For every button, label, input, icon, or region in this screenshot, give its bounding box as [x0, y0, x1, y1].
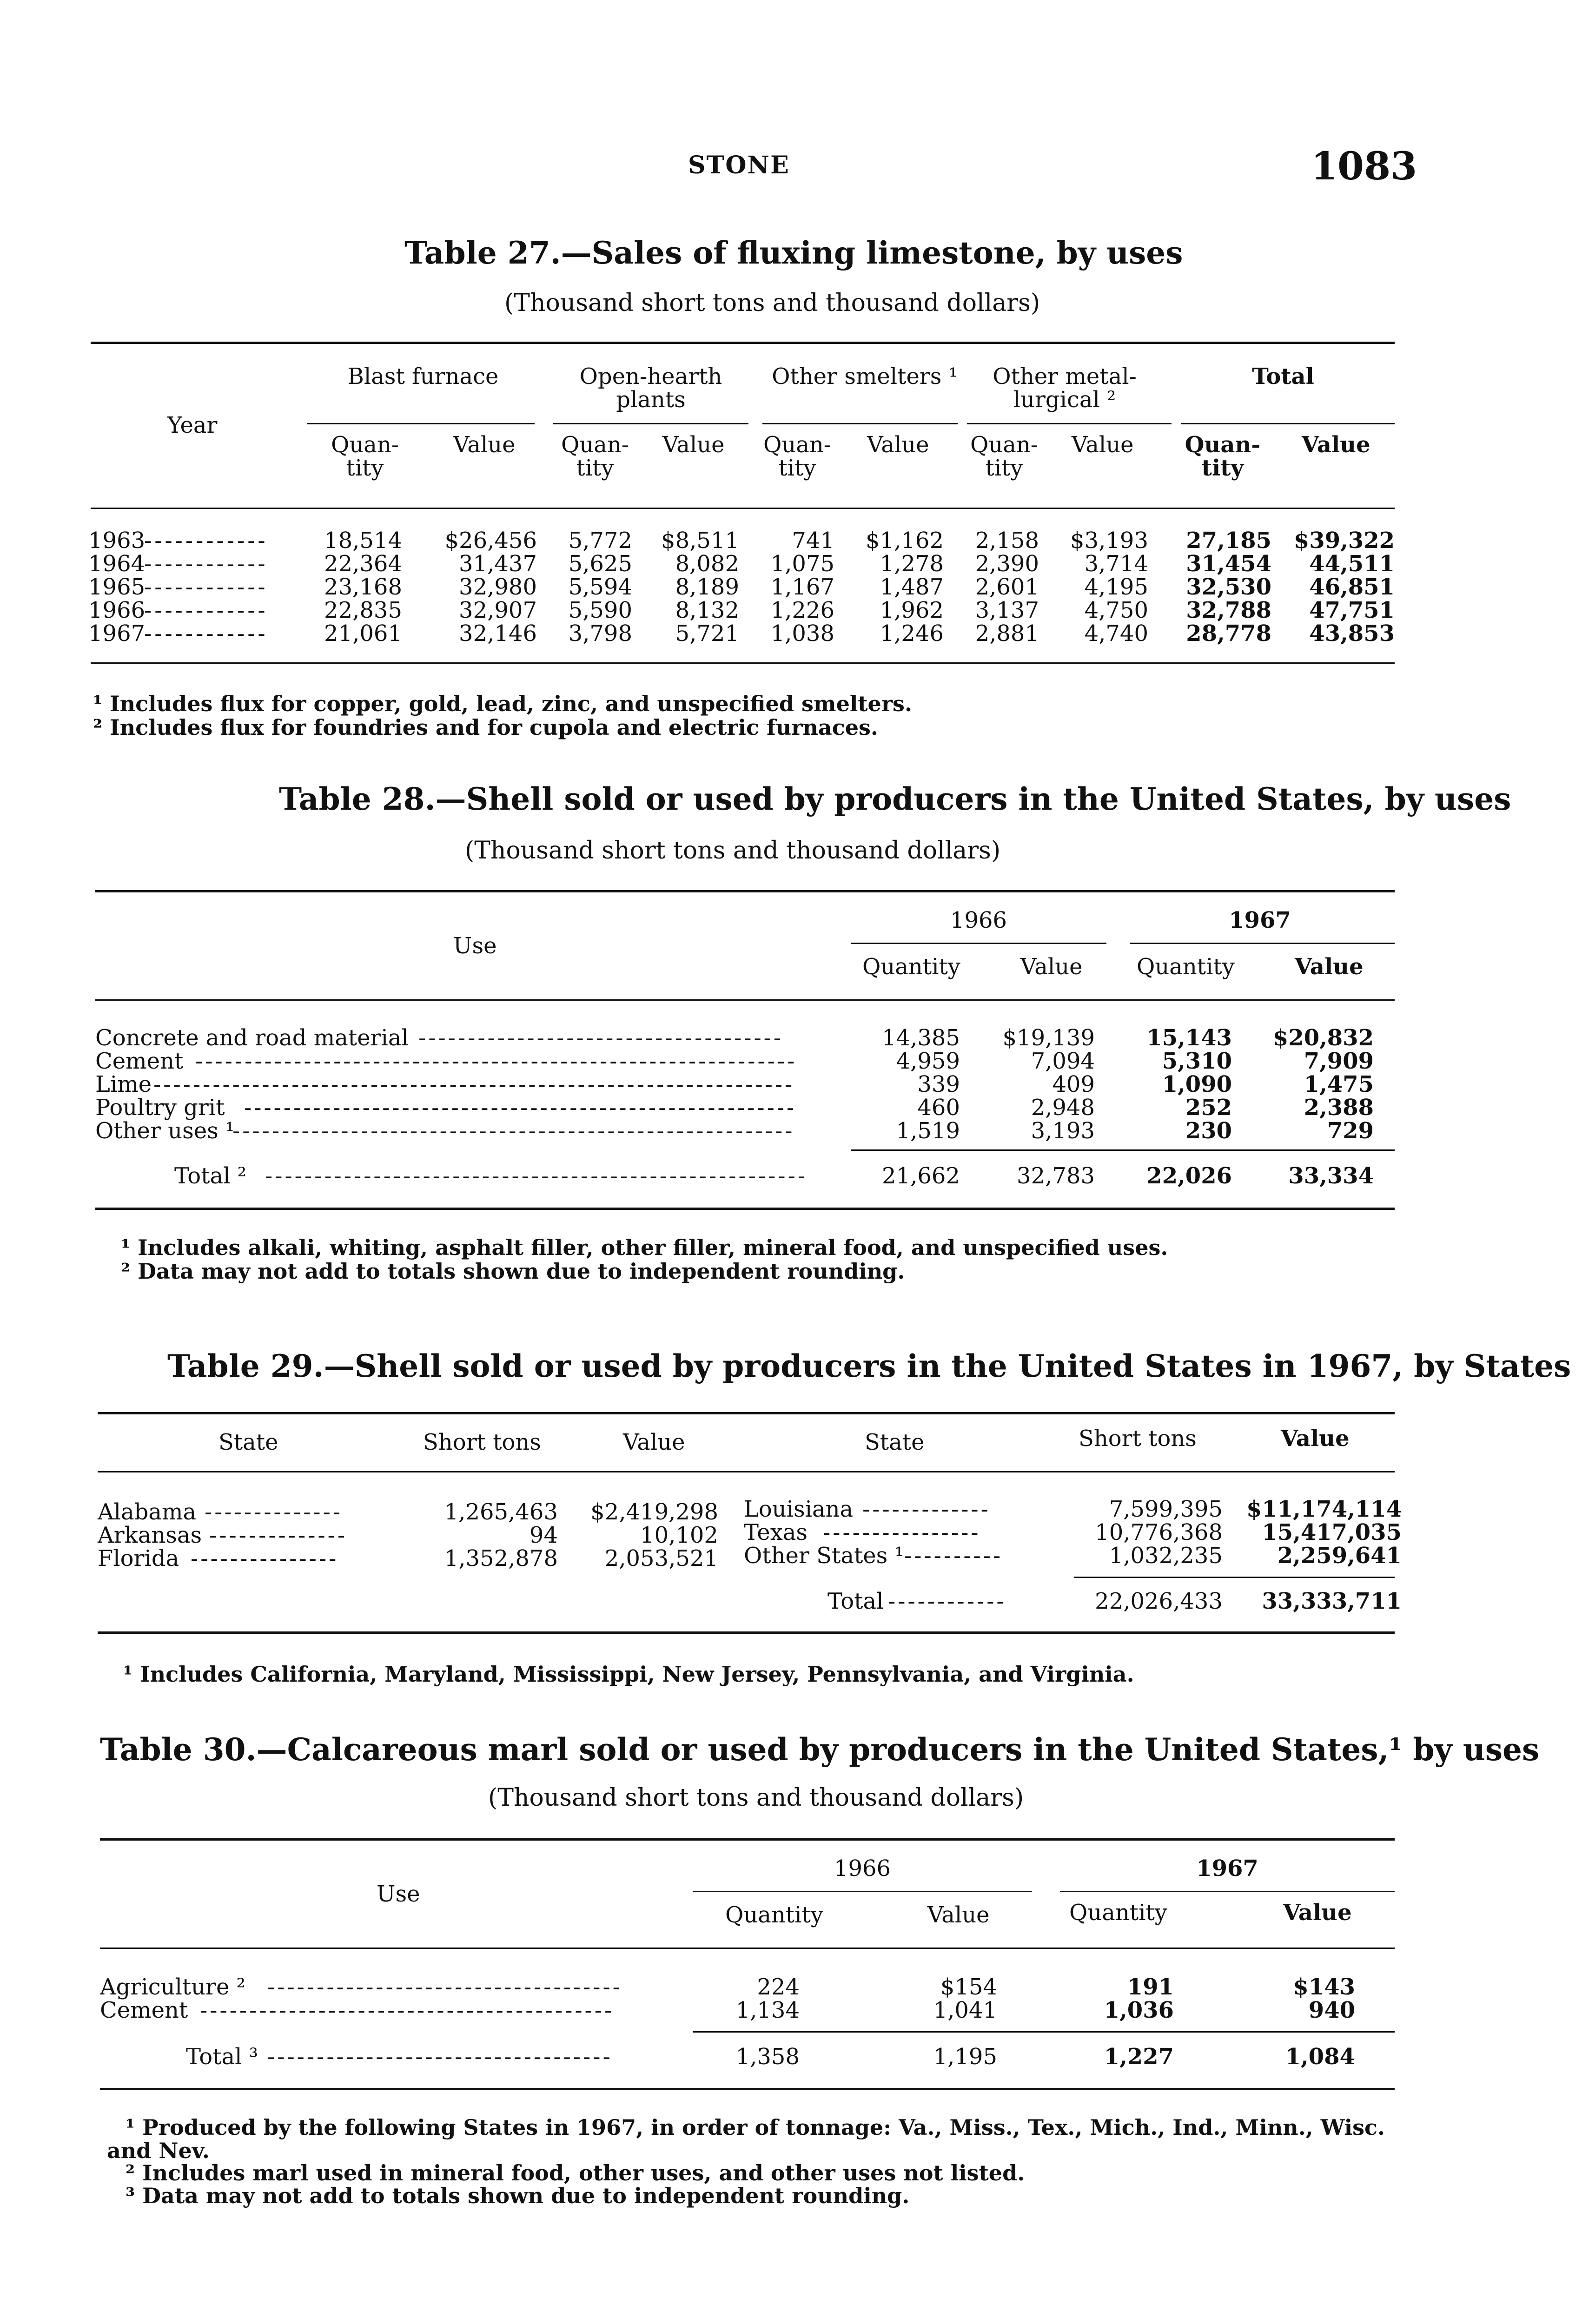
col-header: State: [218, 1429, 278, 1455]
group-rule: [1181, 423, 1395, 424]
leader: ------------: [144, 574, 268, 600]
year-cell: 1966: [88, 597, 146, 623]
leader: -------------------------------------------------------------: [195, 1048, 797, 1074]
leader: ------------: [144, 528, 268, 554]
table-cell: 2,881: [975, 621, 1039, 647]
table-cell: 7,599,395: [1109, 1496, 1223, 1522]
sub-header-value: Value: [1283, 1900, 1352, 1926]
table-cell: 2,390: [975, 551, 1039, 577]
table-cell: 4,959: [896, 1048, 960, 1074]
table-cell: 1,962: [880, 597, 944, 623]
table-cell: 1,032,235: [1109, 1543, 1223, 1569]
col-header-use: Use: [377, 1881, 420, 1907]
rule: [95, 1208, 1395, 1210]
table-cell: 224: [757, 1974, 800, 2000]
table-cell: $1,162: [866, 528, 944, 554]
table-cell: 15,417,035: [1262, 1519, 1402, 1545]
table-cell: 14,385: [882, 1025, 960, 1051]
table-cell: 460: [917, 1095, 960, 1121]
leader: ------------: [144, 621, 268, 647]
table-cell: 1,246: [880, 621, 944, 647]
table-cell: 31,454: [1186, 551, 1271, 577]
year-header: 1967: [1196, 1855, 1258, 1882]
group-header: Total: [1252, 363, 1314, 390]
table-cell: 4,195: [1084, 574, 1148, 600]
table-cell: 5,590: [568, 597, 632, 623]
group-rule: [851, 943, 1106, 944]
rule: [98, 1412, 1395, 1414]
table-cell: 47,751: [1309, 597, 1395, 623]
rule: [851, 1149, 1395, 1151]
sub-header-value: Value: [1072, 432, 1134, 458]
year-cell: 1963: [88, 528, 146, 554]
leader: -----------------------------------: [267, 2044, 613, 2070]
table-cell: 5,721: [675, 621, 739, 647]
footnote: and Nev.: [107, 2138, 210, 2163]
table-cell: 28,778: [1186, 621, 1271, 647]
leader: ------------: [144, 551, 268, 577]
group-rule: [553, 423, 748, 424]
rule: [91, 662, 1395, 664]
table-cell: 339: [917, 1071, 960, 1097]
leader: ----------: [904, 1543, 1003, 1569]
table-cell: 44,511: [1309, 551, 1395, 577]
table-cell: 4,740: [1084, 621, 1148, 647]
table-cell: 1,358: [735, 2044, 800, 2070]
table-cell: 3,137: [975, 597, 1039, 623]
group-header: Open-hearth plants: [579, 363, 722, 413]
table-cell: 2,053,521: [604, 1545, 718, 1571]
table-cell: 7,094: [1031, 1048, 1095, 1074]
table-cell: 46,851: [1309, 574, 1395, 600]
state-label: Other States ¹: [744, 1543, 904, 1569]
col-header: Value: [1281, 1426, 1350, 1452]
footnote: ¹ Produced by the following States in 1967, in order of tonnage: Va., Miss., Tex., Mich., Ind., Minn., Wisc.: [126, 2115, 1385, 2140]
state-label: Louisiana: [744, 1496, 854, 1522]
table-cell: 31,437: [459, 551, 537, 577]
year-cell: 1967: [88, 621, 146, 647]
leader: ------------------------------------------: [200, 1997, 615, 2023]
table-cell: 1,227: [1104, 2044, 1174, 2070]
use-label: Other uses ¹: [95, 1118, 235, 1144]
sub-header-value: Value: [927, 1902, 990, 1928]
table-cell: 5,772: [568, 528, 632, 554]
table-cell: 22,364: [324, 551, 402, 577]
table-cell: 27,185: [1186, 528, 1271, 554]
table-cell: 8,132: [675, 597, 739, 623]
table-cell: $143: [1293, 1974, 1355, 2000]
year-header: 1967: [1229, 907, 1291, 933]
col-header-use: Use: [453, 933, 497, 959]
table-cell: 1,265,463: [444, 1499, 558, 1525]
use-label: Agriculture ²: [100, 1974, 245, 2000]
footnote: ³ Data may not add to totals shown due to independent rounding.: [126, 2183, 910, 2208]
page-number: 1083: [1311, 144, 1417, 189]
table-cell: 8,082: [675, 551, 739, 577]
table-cell: 1,226: [770, 597, 834, 623]
col-header: Short tons: [1079, 1426, 1197, 1452]
table-cell: 1,487: [880, 574, 944, 600]
leader: ------------: [144, 597, 268, 623]
table-cell: 33,333,711: [1262, 1588, 1402, 1614]
table-cell: 409: [1052, 1071, 1095, 1097]
col-header-year: Year: [167, 412, 218, 438]
table-cell: 1,084: [1285, 2044, 1355, 2070]
table-cell: $39,322: [1293, 528, 1395, 554]
state-label: Texas: [744, 1519, 808, 1545]
table-cell: $19,139: [1002, 1025, 1095, 1051]
table-cell: 32,907: [459, 597, 537, 623]
table-cell: 8,189: [675, 574, 739, 600]
footnote: ¹ Includes California, Maryland, Mississippi, New Jersey, Pennsylvania, and Virginia.: [123, 1662, 1134, 1687]
year-cell: 1964: [88, 551, 146, 577]
table-cell: 741: [792, 528, 834, 554]
leader: ---------------: [191, 1545, 339, 1571]
table-cell: 10,102: [640, 1522, 718, 1548]
table-cell: 1,519: [896, 1118, 960, 1144]
table-cell: 5,594: [568, 574, 632, 600]
table-cell: 729: [1327, 1118, 1374, 1144]
footnote: ² Includes marl used in mineral food, other uses, and other uses not listed.: [126, 2160, 1025, 2185]
table-30-subtitle: (Thousand short tons and thousand dollars): [488, 1784, 1024, 1812]
table-cell: 22,026: [1146, 1163, 1232, 1189]
table-cell: 4,750: [1084, 597, 1148, 623]
sub-header-value: Value: [867, 432, 929, 458]
sub-header-qty: Quantity: [1137, 954, 1235, 980]
rule: [91, 342, 1395, 344]
use-label: Poultry grit: [95, 1095, 225, 1121]
table-cell: 94: [529, 1522, 558, 1548]
leader: -----------------------------------------------------------------: [153, 1071, 795, 1097]
group-header: Other smelters ¹: [772, 363, 958, 390]
footnote: ¹ Includes flux for copper, gold, lead, zinc, and unspecified smelters.: [93, 691, 912, 716]
table-cell: $20,832: [1272, 1025, 1374, 1051]
table-cell: 1,195: [933, 2044, 997, 2070]
table-cell: 1,075: [770, 551, 834, 577]
table-cell: 23,168: [324, 574, 402, 600]
group-header: Other metal-lurgical ²: [993, 363, 1137, 413]
group-rule: [762, 423, 958, 424]
table-28-subtitle: (Thousand short tons and thousand dollars): [465, 837, 1001, 865]
table-cell: 2,948: [1031, 1095, 1095, 1121]
leader: -------------: [862, 1496, 991, 1522]
rule: [100, 1838, 1395, 1841]
leader: --------------------------------------------------------: [244, 1095, 797, 1121]
table-cell: 1,167: [770, 574, 834, 600]
table-cell: 7,909: [1304, 1048, 1374, 1074]
sub-header-value: Value: [1295, 954, 1364, 980]
total-label: Total: [827, 1588, 884, 1614]
sub-header-value: Value: [1302, 432, 1370, 458]
sub-header-value: Value: [1020, 954, 1083, 980]
table-cell: 32,980: [459, 574, 537, 600]
sub-header-qty: Quan-tity: [970, 432, 1038, 481]
sub-header-qty: Quan-tity: [331, 432, 399, 481]
table-cell: 191: [1127, 1974, 1174, 2000]
rule: [693, 2031, 1395, 2033]
rule: [98, 1471, 1395, 1472]
rule: [1074, 1577, 1395, 1578]
col-header: Value: [623, 1429, 685, 1455]
sub-header-qty: Quan-tity: [561, 432, 629, 481]
year-header: 1966: [834, 1855, 891, 1882]
group-rule: [967, 423, 1172, 424]
table-cell: 33,334: [1288, 1163, 1374, 1189]
leader: ------------------------------------: [267, 1974, 622, 2000]
total-label: Total ³: [186, 2044, 258, 2070]
table-cell: 1,475: [1304, 1071, 1374, 1097]
use-label: Lime: [95, 1071, 152, 1097]
table-cell: 1,090: [1162, 1071, 1232, 1097]
footnote: ² Data may not add to totals shown due to independent rounding.: [121, 1259, 905, 1284]
table-29-title: Table 29.—Shell sold or used by producers in the United States in 1967, by States: [167, 1348, 1571, 1384]
table-cell: 252: [1185, 1095, 1232, 1121]
leader: --------------: [209, 1522, 348, 1548]
rule: [100, 2088, 1395, 2090]
table-cell: 3,798: [568, 621, 632, 647]
table-cell: 43,853: [1309, 621, 1395, 647]
table-cell: 1,041: [933, 1997, 997, 2023]
table-cell: 21,061: [324, 621, 402, 647]
table-30-title: Table 30.—Calcareous marl sold or used by producers in the United States,¹ by uses: [100, 1731, 1540, 1768]
group-header: Blast furnace: [347, 363, 499, 390]
leader: -------------------------------------: [418, 1025, 784, 1051]
table-cell: $11,174,114: [1246, 1496, 1402, 1522]
year-cell: 1965: [88, 574, 146, 600]
table-cell: 2,259,641: [1277, 1543, 1402, 1569]
table-cell: 32,530: [1186, 574, 1271, 600]
sub-header-qty: Quantity: [1069, 1900, 1167, 1926]
leader: ------------: [888, 1588, 1006, 1614]
state-label: Alabama: [98, 1499, 197, 1525]
sub-header-qty: Quantity: [862, 954, 960, 980]
table-cell: $2,419,298: [590, 1499, 718, 1525]
rule: [95, 999, 1395, 1001]
table-cell: 32,788: [1186, 597, 1271, 623]
state-label: Florida: [98, 1545, 179, 1571]
leader: ---------------------------------------------------------: [232, 1118, 795, 1144]
table-cell: 3,193: [1031, 1118, 1095, 1144]
footnote: ¹ Includes alkali, whiting, asphalt filler, other filler, mineral food, and unspecified uses.: [121, 1235, 1168, 1260]
table-cell: $8,511: [661, 528, 739, 554]
col-header: Short tons: [423, 1429, 541, 1455]
col-header: State: [865, 1429, 925, 1455]
table-cell: 1,134: [735, 1997, 800, 2023]
rule: [100, 1948, 1395, 1949]
use-label: Concrete and road material: [95, 1025, 409, 1051]
group-rule: [307, 423, 535, 424]
table-cell: 1,036: [1104, 1997, 1174, 2023]
table-27-title: Table 27.—Sales of fluxing limestone, by uses: [404, 235, 1183, 271]
table-cell: 2,388: [1304, 1095, 1374, 1121]
table-cell: 32,783: [1017, 1163, 1095, 1189]
table-cell: 5,310: [1162, 1048, 1232, 1074]
rule: [91, 508, 1395, 509]
use-label: Cement: [100, 1997, 188, 2023]
sub-header-qty: Quan-tity: [763, 432, 831, 481]
state-label: Arkansas: [98, 1522, 202, 1548]
table-cell: 32,146: [459, 621, 537, 647]
table-cell: 230: [1185, 1118, 1232, 1144]
table-cell: 1,352,878: [444, 1545, 558, 1571]
running-head: STONE: [688, 151, 790, 179]
table-cell: $154: [940, 1974, 997, 2000]
table-28-title: Table 28.—Shell sold or used by producers in the United States, by uses: [279, 781, 1511, 817]
year-header: 1966: [950, 907, 1007, 933]
table-cell: $3,193: [1070, 528, 1148, 554]
table-27-subtitle: (Thousand short tons and thousand dollars): [504, 289, 1040, 317]
footnote: ² Includes flux for foundries and for cupola and electric furnaces.: [93, 715, 878, 740]
table-cell: $26,456: [444, 528, 537, 554]
group-rule: [693, 1891, 1032, 1892]
table-cell: 940: [1308, 1997, 1355, 2023]
rule: [95, 890, 1395, 892]
table-cell: 2,158: [975, 528, 1039, 554]
table-cell: 10,776,368: [1095, 1519, 1223, 1545]
table-cell: 2,601: [975, 574, 1039, 600]
table-cell: 1,278: [880, 551, 944, 577]
table-cell: 21,662: [882, 1163, 960, 1189]
table-cell: 3,714: [1084, 551, 1148, 577]
leader: -------------------------------------------------------: [265, 1163, 808, 1189]
table-cell: 5,625: [568, 551, 632, 577]
sub-header-value: Value: [453, 432, 516, 458]
table-cell: 22,026,433: [1095, 1588, 1223, 1614]
rule: [98, 1631, 1395, 1634]
use-label: Cement: [95, 1048, 184, 1074]
sub-header-qty: Quantity: [725, 1902, 823, 1928]
group-rule: [1130, 943, 1395, 944]
group-rule: [1060, 1891, 1395, 1892]
sub-header-qty: Quan-tity: [1185, 432, 1261, 481]
leader: ----------------: [823, 1519, 981, 1545]
sub-header-value: Value: [662, 432, 725, 458]
table-cell: 18,514: [324, 528, 402, 554]
total-label: Total ²: [174, 1163, 246, 1189]
leader: --------------: [205, 1499, 343, 1525]
table-cell: 1,038: [770, 621, 834, 647]
table-cell: 22,835: [324, 597, 402, 623]
table-cell: 15,143: [1146, 1025, 1232, 1051]
